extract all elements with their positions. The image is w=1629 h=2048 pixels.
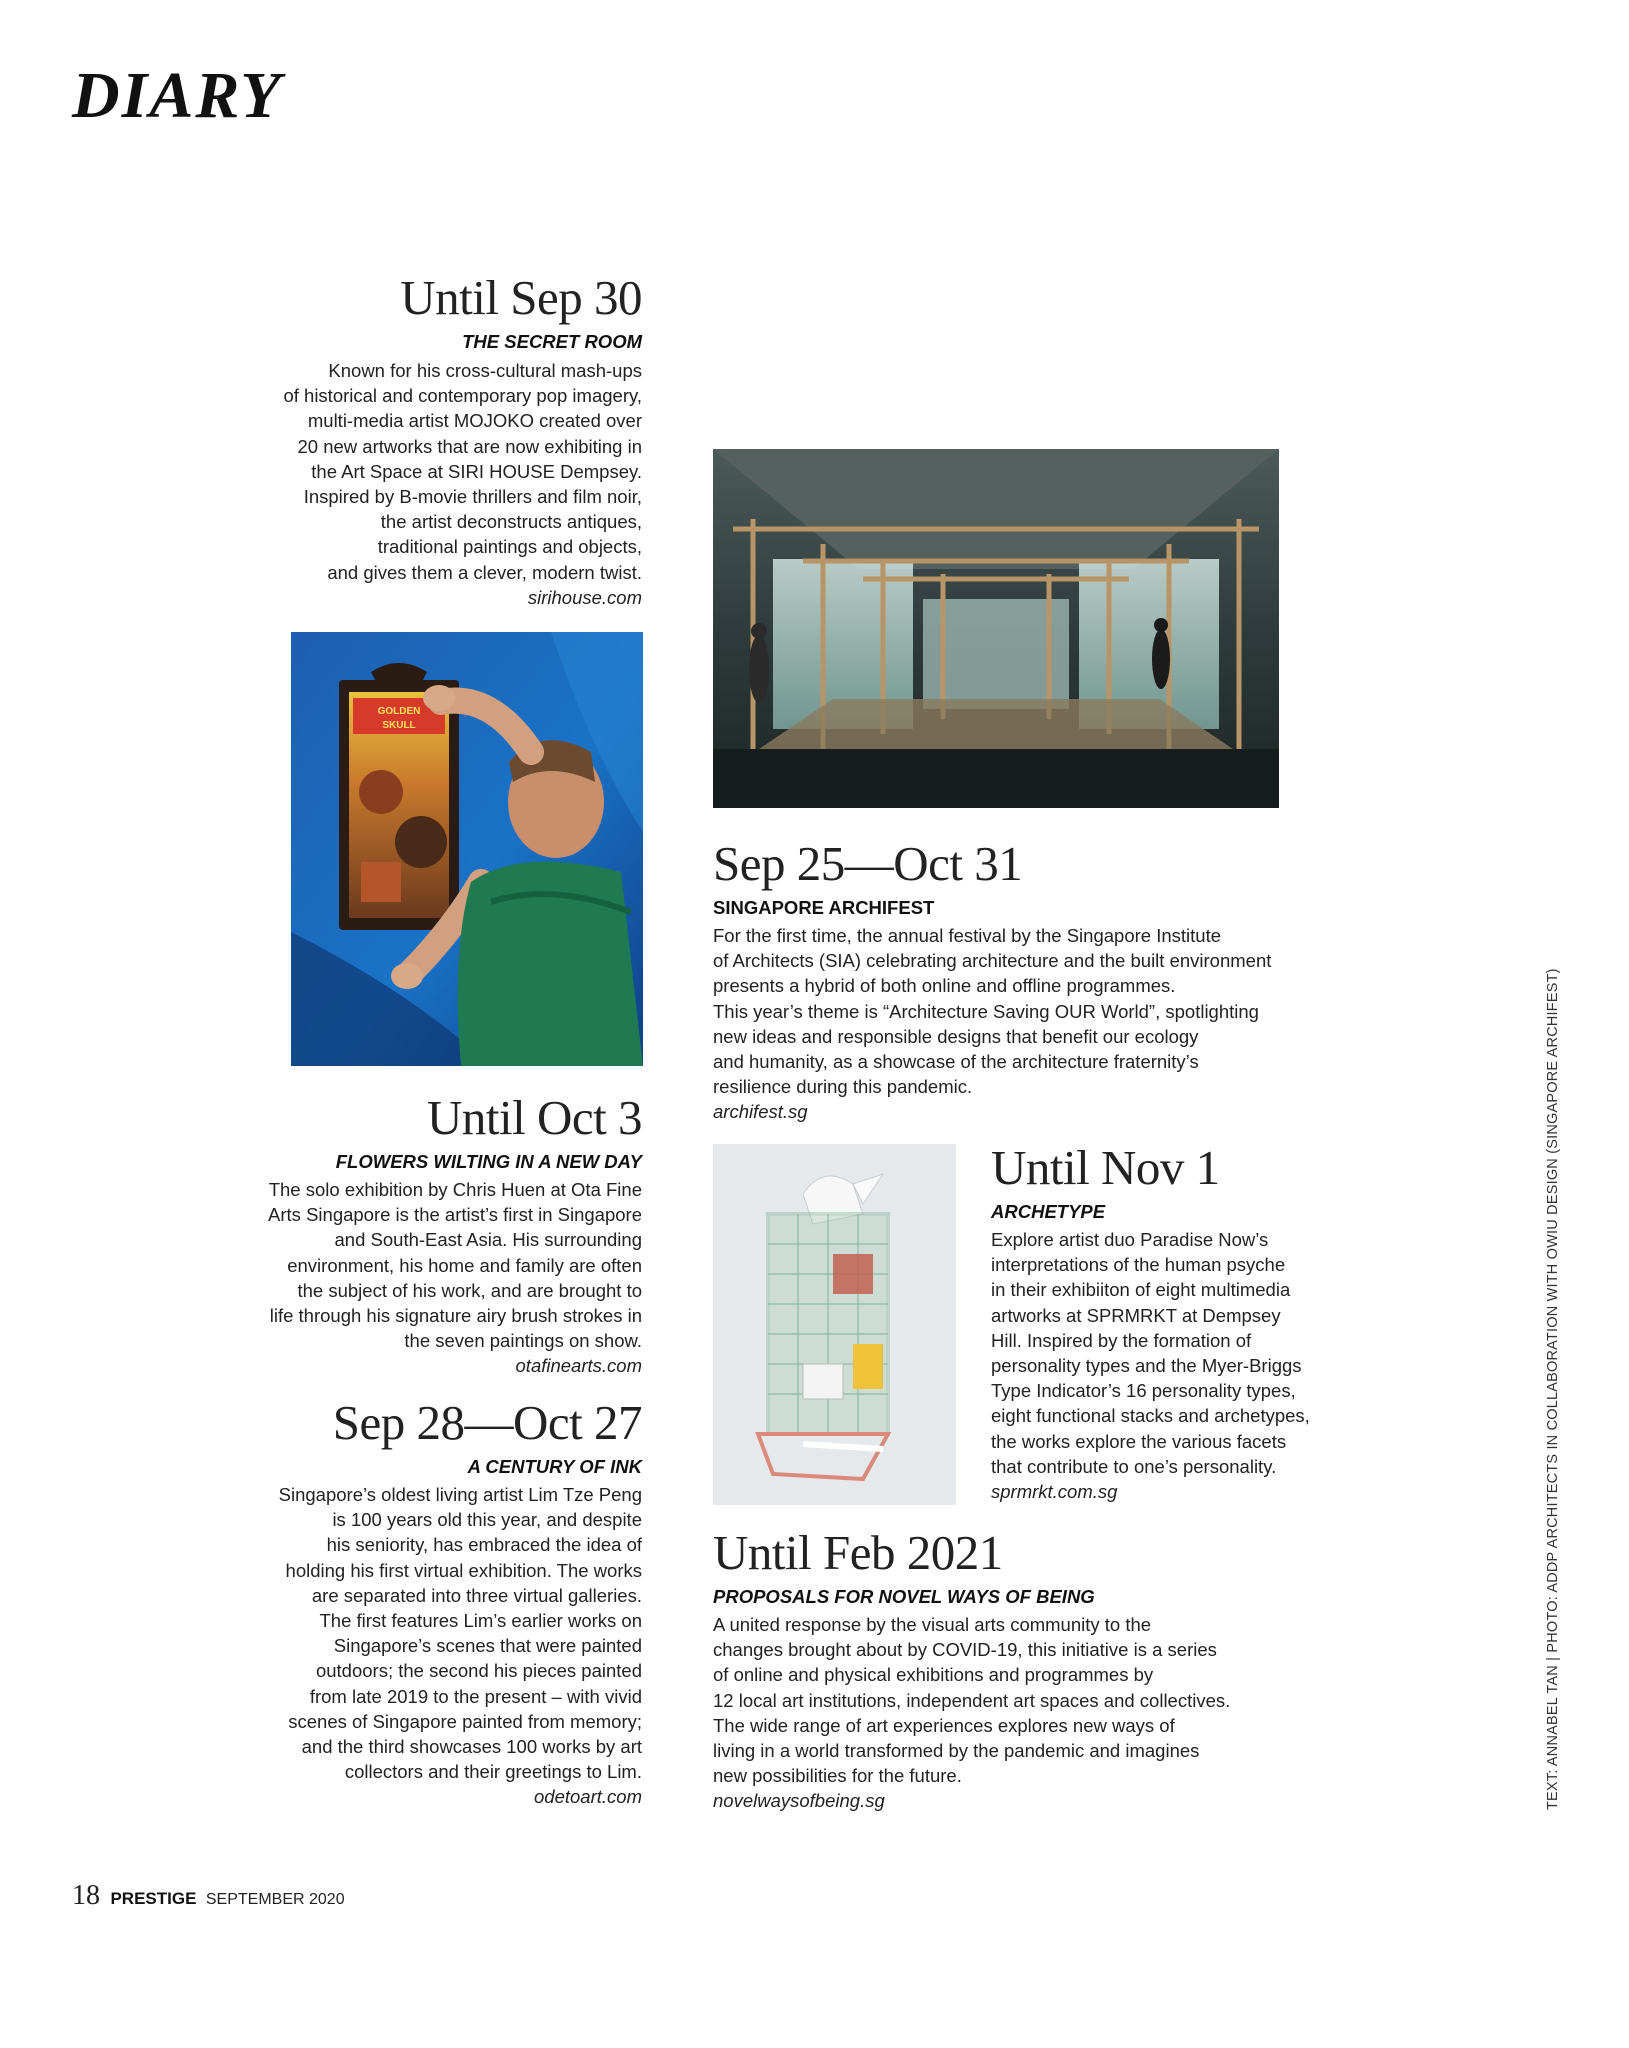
description-line: are separated into three virtual galleries. <box>311 1584 642 1606</box>
description-line: Type Indicator’s 16 personality types, <box>991 1380 1296 1402</box>
description-line: the seven paintings on show. <box>404 1330 642 1352</box>
event-secret-room <box>182 270 642 610</box>
description-line: eight functional stacks and archetypes, <box>991 1405 1310 1427</box>
event-date: Until Oct 3 <box>427 1090 642 1145</box>
description-line: changes brought about by COVID-19, this initiative is a series <box>713 1639 1217 1661</box>
description-line: and humanity, as a showcase of the architecture fraternity’s <box>713 1051 1199 1073</box>
event-link[interactable]: novelwaysofbeing.sg <box>713 1790 885 1812</box>
description-line: living in a world transformed by the pandemic and imagines <box>713 1740 1200 1762</box>
svg-text:GOLDEN: GOLDEN <box>377 706 421 717</box>
description-line: of online and physical exhibitions and programmes by <box>713 1664 1154 1686</box>
photo-archifest-pavilion <box>713 449 1279 808</box>
description-line: personality types and the Myer-Briggs <box>991 1355 1302 1377</box>
description-line: Arts Singapore is the artist’s first in Singapore <box>268 1204 642 1226</box>
description-line: of historical and contemporary pop imagery, <box>283 385 642 407</box>
event-link[interactable]: sprmrkt.com.sg <box>991 1481 1118 1503</box>
description-line: resilience during this pandemic. <box>713 1076 973 1098</box>
description-line: Inspired by B-movie thrillers and film noir, <box>303 486 642 508</box>
page-number: 18 <box>72 1880 100 1911</box>
description-line: in their exhibiiton of eight multimedia <box>991 1279 1291 1301</box>
event-archetype <box>991 1140 1411 1504</box>
description-line: scenes of Singapore painted from memory; <box>288 1710 642 1732</box>
description-line: 20 new artworks that are now exhibiting in <box>297 435 642 457</box>
description-line: and South-East Asia. His surrounding <box>334 1229 642 1251</box>
description-line: The first features Lim’s earlier works on <box>319 1610 642 1632</box>
description-line: artworks at SPRMRKT at Dempsey <box>991 1304 1281 1326</box>
photo-mojoko-artwork <box>291 632 643 1066</box>
event-name: A CENTURY OF INK <box>467 1456 642 1477</box>
description-line: This year’s theme is “Architecture Saving OUR World”, spotlighting <box>713 1000 1259 1022</box>
event-novel-ways-of-being <box>713 1525 1413 1813</box>
description-line: environment, his home and family are often <box>287 1254 642 1276</box>
event-name: PROPOSALS FOR NOVEL WAYS OF BEING <box>713 1586 1095 1607</box>
description-line: the Art Space at SIRI HOUSE Dempsey. <box>311 460 642 482</box>
description-line: Known for his cross-cultural mash-ups <box>328 360 642 381</box>
event-link[interactable]: sirihouse.com <box>527 586 642 608</box>
description-line: multi-media artist MOJOKO created over <box>307 410 642 432</box>
description-line: Singapore’s scenes that were painted <box>333 1635 642 1657</box>
event-date: Sep 28—Oct 27 <box>332 1395 642 1450</box>
event-link[interactable]: archifest.sg <box>713 1101 808 1123</box>
description-line: new possibilities for the future. <box>713 1765 962 1787</box>
issue-date: SEPTEMBER 2020 <box>205 1891 345 1908</box>
event-flowers-wilting <box>182 1090 642 1378</box>
event-description <box>713 923 1413 1099</box>
event-date: Until Feb 2021 <box>713 1525 1003 1580</box>
description-line: For the first time, the annual festival by the Singapore Institute <box>713 925 1221 946</box>
photo-credit: TEXT: ANNABEL TAN | PHOTO: ADDP ARCHITECTS IN COLLABORATION WITH OWIU DESIGN (SINGAPORE ARCHIFEST) <box>1545 968 1561 1810</box>
description-line: Explore artist duo Paradise Now’s <box>991 1229 1269 1250</box>
event-archifest <box>713 836 1413 1124</box>
event-name: ARCHETYPE <box>991 1201 1106 1222</box>
description-line: presents a hybrid of both online and offline programmes. <box>713 975 1176 997</box>
description-line: outdoors; the second his pieces painted <box>315 1660 642 1682</box>
event-name: THE SECRET ROOM <box>462 331 642 352</box>
description-line: Singapore’s oldest living artist Lim Tze Peng <box>278 1484 642 1505</box>
description-line: The solo exhibition by Chris Huen at Ota Fine <box>268 1179 642 1200</box>
description-line: The wide range of art experiences explores new ways of <box>713 1714 1175 1736</box>
description-line: new ideas and responsible designs that benefit our ecology <box>713 1025 1199 1047</box>
description-line: life through his signature airy brush strokes in <box>269 1305 642 1327</box>
description-line: collectors and their greetings to Lim. <box>344 1761 642 1783</box>
description-line: interpretations of the human psyche <box>991 1254 1286 1276</box>
event-description <box>991 1227 1411 1479</box>
description-line: holding his first virtual exhibition. The works <box>285 1559 642 1581</box>
description-line: from late 2019 to the present – with vivid <box>309 1685 642 1707</box>
description-line: traditional paintings and objects, <box>377 536 642 558</box>
page-footer <box>72 1880 345 1912</box>
description-line: the works explore the various facets <box>991 1430 1287 1452</box>
event-date: Until Sep 30 <box>400 270 642 325</box>
event-date: Until Nov 1 <box>991 1140 1220 1195</box>
event-description <box>182 358 642 585</box>
description-line: his seniority, has embraced the idea of <box>326 1534 642 1556</box>
description-line: of Architects (SIA) celebrating architecture and the built environment <box>713 950 1272 972</box>
description-line: the subject of his work, and are brought to <box>297 1279 642 1301</box>
event-name: SINGAPORE ARCHIFEST <box>713 897 935 918</box>
section-title: DIARY <box>72 59 283 132</box>
event-century-of-ink <box>182 1395 642 1809</box>
event-description <box>182 1482 642 1784</box>
event-link[interactable]: otafinearts.com <box>515 1355 642 1377</box>
description-line: and the third showcases 100 works by art <box>301 1736 642 1758</box>
description-line: that contribute to one’s personality. <box>991 1455 1277 1477</box>
event-description <box>182 1177 642 1353</box>
photo-archetype-sculpture <box>713 1144 956 1505</box>
description-line: is 100 years old this year, and despite <box>332 1509 642 1531</box>
event-date: Sep 25—Oct 31 <box>713 836 1023 891</box>
event-name: FLOWERS WILTING IN A NEW DAY <box>335 1151 642 1172</box>
svg-text:SKULL: SKULL <box>382 720 416 731</box>
description-line: Hill. Inspired by the formation of <box>991 1329 1252 1351</box>
event-link[interactable]: odetoart.com <box>534 1786 642 1808</box>
magazine-brand: PRESTIGE <box>110 1889 197 1908</box>
description-line: 12 local art institutions, independent art spaces and collectives. <box>713 1689 1231 1711</box>
description-line: the artist deconstructs antiques, <box>380 511 642 533</box>
event-description <box>713 1612 1413 1788</box>
description-line: A united response by the visual arts community to the <box>713 1614 1152 1635</box>
description-line: and gives them a clever, modern twist. <box>327 561 642 583</box>
